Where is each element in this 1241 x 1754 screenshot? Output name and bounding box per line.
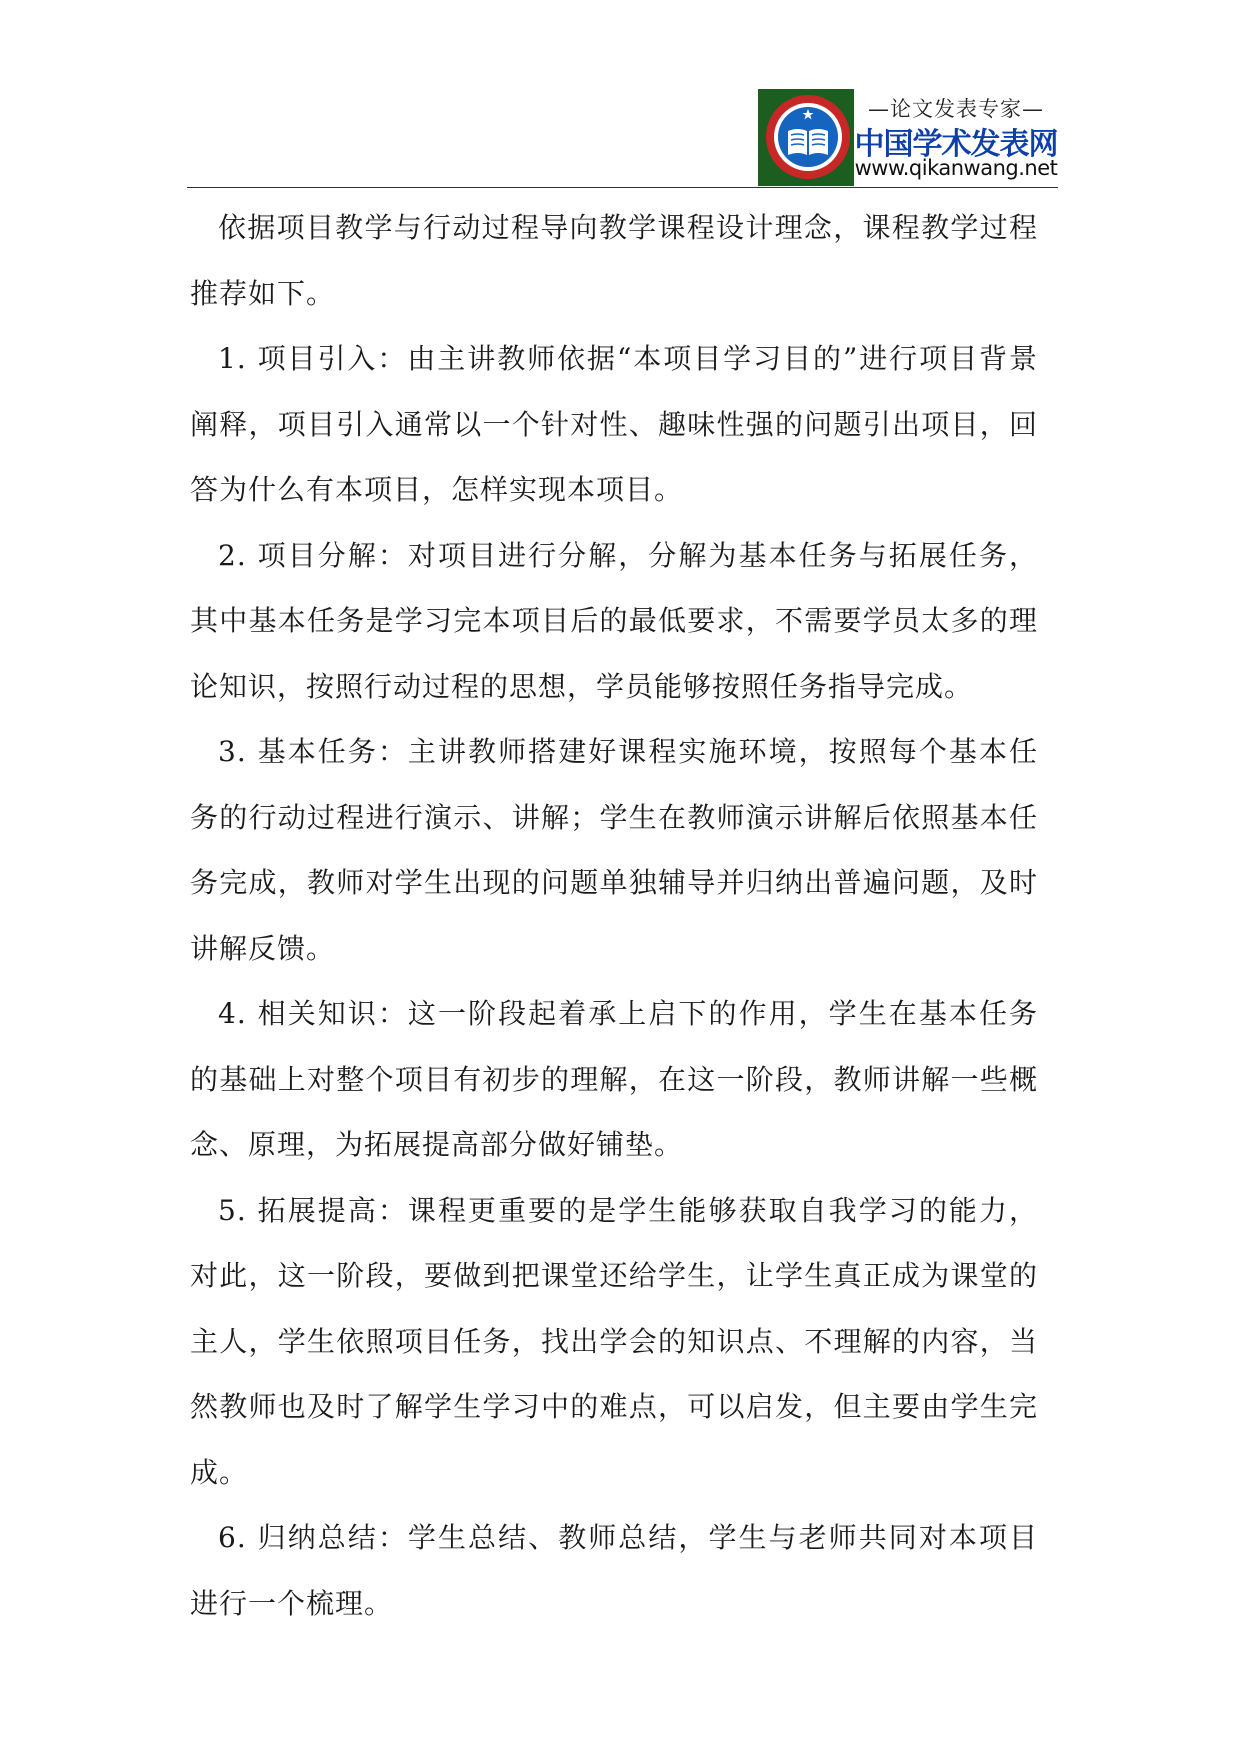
paragraph-intro: 依据项目教学与行动过程导向教学课程设计理念，课程教学过程推荐如下。	[190, 211, 1038, 310]
paragraph-step-5: 5. 拓展提高：课程更重要的是学生能够获取自我学习的能力，对此，这一阶段，要做到把课堂还给学生，让学生真正成为课堂的主人，学生依照项目任务，找出学会的知识点、不理解的内容，当然教师也及时了解学生学习中的难点，可以启发，但主要由学生完成。	[190, 1193, 1038, 1489]
site-logo	[758, 89, 1058, 186]
logo-text-panel	[854, 89, 1058, 186]
logo-name: 中国学术发表网	[854, 127, 1058, 162]
logo-url: www.qikanwang.net	[854, 156, 1058, 180]
document-body	[190, 195, 1038, 1636]
paragraph-step-1: 1. 项目引入：由主讲教师依据“本项目学习目的”进行项目背景阐释，项目引入通常以一个针对性、趣味性强的问题引出项目，回答为什么有本项目，怎样实现本项目。	[190, 342, 1038, 506]
paragraph-step-6: 6. 归纳总结：学生总结、教师总结，学生与老师共同对本项目进行一个梳理。	[190, 1521, 1038, 1620]
paragraph-step-4: 4. 相关知识：这一阶段起着承上启下的作用，学生在基本任务的基础上对整个项目有初步的理解，在这一阶段，教师讲解一些概念、原理，为拓展提高部分做好铺垫。	[190, 997, 1038, 1161]
header-divider	[187, 187, 1058, 188]
seal-icon	[764, 93, 852, 181]
logo-slogan: —论文发表专家—	[868, 97, 1044, 121]
paragraph-step-2: 2. 项目分解：对项目进行分解，分解为基本任务与拓展任务，其中基本任务是学习完本项目后的最低要求，不需要学员太多的理论知识，按照行动过程的思想，学员能够按照任务指导完成。	[190, 538, 1038, 703]
paragraph-step-3: 3. 基本任务：主讲教师搭建好课程实施环境，按照每个基本任务的行动过程进行演示、讲解；学生在教师演示讲解后依照基本任务完成，教师对学生出现的问题单独辅导并归纳出普遍问题，及时讲解反馈。	[190, 735, 1038, 965]
